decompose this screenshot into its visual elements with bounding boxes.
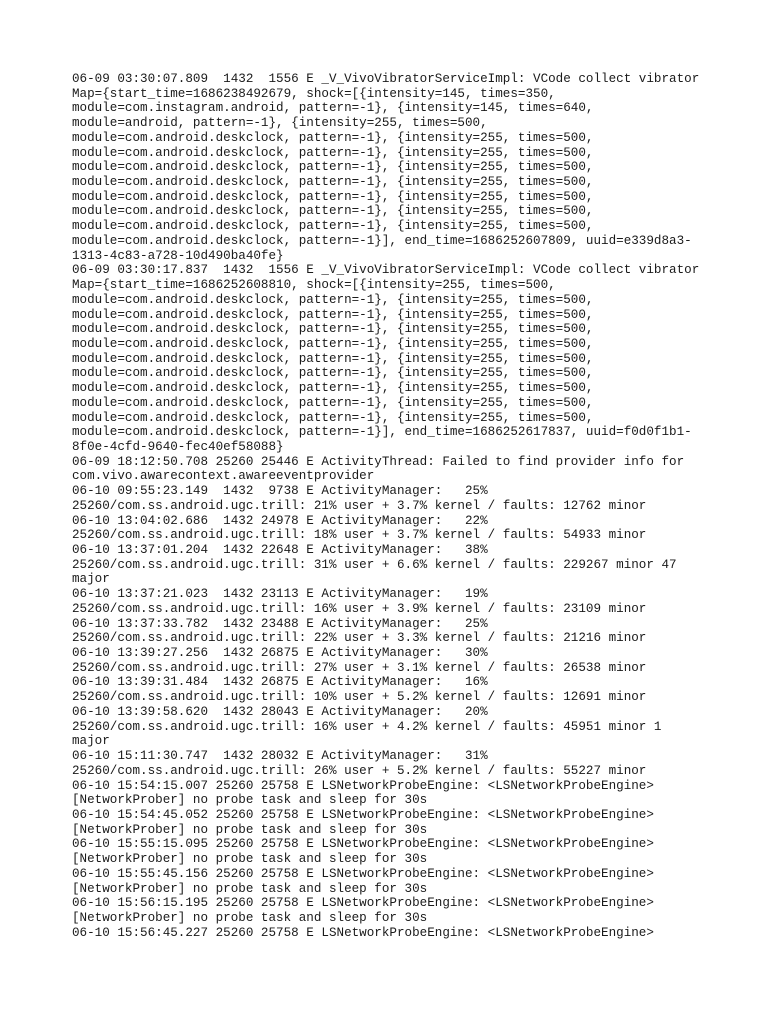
log-line: module=com.android.deskclock, pattern=-1}, {intensity=255, times=500, xyxy=(72,395,594,410)
log-line: module=com.android.deskclock, pattern=-1}, {intensity=255, times=500, xyxy=(72,322,594,337)
log-line: module=com.android.deskclock, pattern=-1}, {intensity=255, times=500, xyxy=(72,292,594,307)
log-line: 06-10 15:56:45.227 25260 25758 E LSNetworkProbeEngine: <LSNetworkProbeEngine> xyxy=(72,925,654,940)
log-line: module=com.instagram.android, pattern=-1}, {intensity=145, times=640, xyxy=(72,101,594,116)
log-line: 25260/com.ss.android.ugc.trill: 22% user + 3.3% kernel / faults: 21216 minor xyxy=(72,631,647,646)
log-line: major xyxy=(72,572,110,587)
log-line: module=com.android.deskclock, pattern=-1}, {intensity=255, times=500, xyxy=(72,130,594,145)
log-line: Map={start_time=1686238492679, shock=[{intensity=145, times=350, xyxy=(72,86,556,101)
log-line: major xyxy=(72,734,110,749)
log-line: 06-09 03:30:17.837 1432 1556 E _V_VivoVibratorServiceImpl: VCode collect vibrator xyxy=(72,263,700,278)
log-line: [NetworkProber] no probe task and sleep for 30s xyxy=(72,910,428,925)
log-line: 25260/com.ss.android.ugc.trill: 18% user + 3.7% kernel / faults: 54933 minor xyxy=(72,528,647,543)
log-line: Map={start_time=1686252608810, shock=[{intensity=255, times=500, xyxy=(72,278,556,293)
log-line: 25260/com.ss.android.ugc.trill: 31% user + 6.6% kernel / faults: 229267 minor 47 xyxy=(72,557,677,572)
log-line: [NetworkProber] no probe task and sleep for 30s xyxy=(72,822,428,837)
log-line: 25260/com.ss.android.ugc.trill: 21% user + 3.7% kernel / faults: 12762 minor xyxy=(72,498,647,513)
log-line: 06-10 15:55:15.095 25260 25758 E LSNetworkProbeEngine: <LSNetworkProbeEngine> xyxy=(72,837,654,852)
log-line: 06-10 15:55:45.156 25260 25758 E LSNetworkProbeEngine: <LSNetworkProbeEngine> xyxy=(72,866,654,881)
log-line: 06-10 13:39:27.256 1432 26875 E ActivityManager: 30% xyxy=(72,646,488,661)
log-line: module=com.android.deskclock, pattern=-1}, {intensity=255, times=500, xyxy=(72,381,594,396)
log-line: module=com.android.deskclock, pattern=-1}, {intensity=255, times=500, xyxy=(72,366,594,381)
log-line: 06-10 15:54:45.052 25260 25758 E LSNetworkProbeEngine: <LSNetworkProbeEngine> xyxy=(72,807,654,822)
log-line: module=com.android.deskclock, pattern=-1}], end_time=1686252607809, uuid=e339d8a3- xyxy=(72,233,692,248)
log-line: 25260/com.ss.android.ugc.trill: 26% user + 5.2% kernel / faults: 55227 minor xyxy=(72,763,647,778)
log-line: 06-10 15:11:30.747 1432 28032 E ActivityManager: 31% xyxy=(72,749,488,764)
log-line: module=com.android.deskclock, pattern=-1}, {intensity=255, times=500, xyxy=(72,175,594,190)
log-text-block xyxy=(72,72,712,940)
log-line: module=com.android.deskclock, pattern=-1}], end_time=1686252617837, uuid=f0d0f1b1- xyxy=(72,425,692,440)
log-line: 25260/com.ss.android.ugc.trill: 10% user + 5.2% kernel / faults: 12691 minor xyxy=(72,690,647,705)
log-line: 06-10 13:39:31.484 1432 26875 E ActivityManager: 16% xyxy=(72,675,488,690)
log-line: module=com.android.deskclock, pattern=-1}, {intensity=255, times=500, xyxy=(72,336,594,351)
log-line: 25260/com.ss.android.ugc.trill: 16% user + 4.2% kernel / faults: 45951 minor 1 xyxy=(72,719,662,734)
log-line: 8f0e-4cfd-9640-fec40ef58088} xyxy=(72,439,284,454)
log-line: module=com.android.deskclock, pattern=-1}, {intensity=255, times=500, xyxy=(72,160,594,175)
log-line: module=com.android.deskclock, pattern=-1}, {intensity=255, times=500, xyxy=(72,351,594,366)
log-line: module=com.android.deskclock, pattern=-1}, {intensity=255, times=500, xyxy=(72,410,594,425)
log-line: module=com.android.deskclock, pattern=-1}, {intensity=255, times=500, xyxy=(72,189,594,204)
log-line: 25260/com.ss.android.ugc.trill: 16% user + 3.9% kernel / faults: 23109 minor xyxy=(72,601,647,616)
log-line: [NetworkProber] no probe task and sleep for 30s xyxy=(72,793,428,808)
log-line: module=com.android.deskclock, pattern=-1}, {intensity=255, times=500, xyxy=(72,307,594,322)
log-line: 06-10 09:55:23.149 1432 9738 E ActivityManager: 25% xyxy=(72,484,488,499)
log-line: 06-09 18:12:50.708 25260 25446 E ActivityThread: Failed to find provider info for xyxy=(72,454,685,469)
log-line: module=com.android.deskclock, pattern=-1}, {intensity=255, times=500, xyxy=(72,145,594,160)
log-line: module=android, pattern=-1}, {intensity=255, times=500, xyxy=(72,116,488,131)
log-line: [NetworkProber] no probe task and sleep for 30s xyxy=(72,881,428,896)
log-line: 25260/com.ss.android.ugc.trill: 27% user + 3.1% kernel / faults: 26538 minor xyxy=(72,660,647,675)
log-line: module=com.android.deskclock, pattern=-1}, {intensity=255, times=500, xyxy=(72,204,594,219)
log-line: 06-10 13:39:58.620 1432 28043 E ActivityManager: 20% xyxy=(72,704,488,719)
log-line: 06-10 15:56:15.195 25260 25758 E LSNetworkProbeEngine: <LSNetworkProbeEngine> xyxy=(72,896,654,911)
log-line: [NetworkProber] no probe task and sleep for 30s xyxy=(72,852,428,867)
log-line: 06-10 15:54:15.007 25260 25758 E LSNetworkProbeEngine: <LSNetworkProbeEngine> xyxy=(72,778,654,793)
log-line: 06-10 13:37:33.782 1432 23488 E ActivityManager: 25% xyxy=(72,616,488,631)
log-line: 06-10 13:37:01.204 1432 22648 E ActivityManager: 38% xyxy=(72,543,488,557)
log-line: com.vivo.awarecontext.awareeventprovider xyxy=(72,469,375,484)
log-line: 06-10 13:37:21.023 1432 23113 E ActivityManager: 19% xyxy=(72,587,488,602)
log-line: module=com.android.deskclock, pattern=-1}, {intensity=255, times=500, xyxy=(72,219,594,234)
log-line: 06-09 03:30:07.809 1432 1556 E _V_VivoVibratorServiceImpl: VCode collect vibrator xyxy=(72,72,700,86)
log-line: 1313-4c83-a728-10d490ba40fe} xyxy=(72,248,284,263)
log-line: 06-10 13:04:02.686 1432 24978 E ActivityManager: 22% xyxy=(72,513,488,528)
